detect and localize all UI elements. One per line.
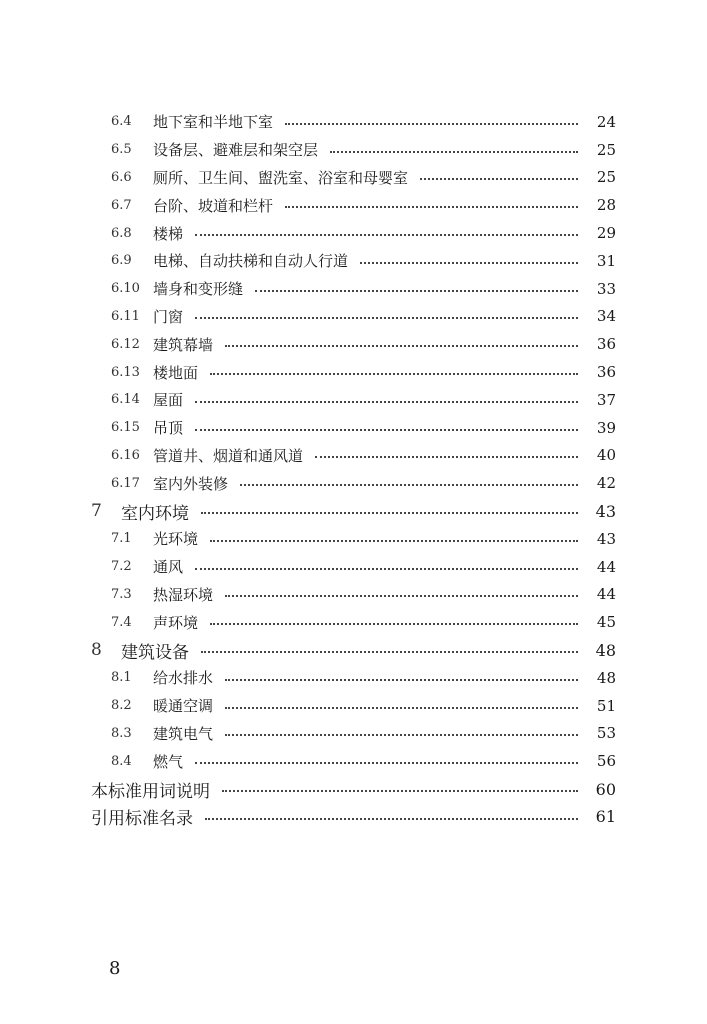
toc-entry-number: 7.2 xyxy=(111,559,132,575)
toc-entry-number: 6.6 xyxy=(111,169,132,185)
toc-entry-title: 引用标准名录 xyxy=(91,809,193,830)
toc-entry-title: 楼梯 xyxy=(153,224,184,243)
toc-section-entry[interactable] xyxy=(0,330,707,358)
toc-entry-page: 34 xyxy=(596,307,616,326)
dot-leader xyxy=(225,345,578,347)
toc-section-entry[interactable] xyxy=(0,164,707,192)
dot-leader xyxy=(195,568,578,570)
toc-section-entry[interactable] xyxy=(0,581,707,609)
toc-entry-title: 管道井、烟道和通风道 xyxy=(153,446,304,465)
toc-entry-page: 42 xyxy=(596,474,616,493)
toc-entry-number: 7.4 xyxy=(111,614,132,630)
toc-section-entry[interactable] xyxy=(0,191,707,219)
toc-entry-number: 8.1 xyxy=(111,670,132,686)
toc-entry-title: 地下室和半地下室 xyxy=(153,113,274,132)
toc-entry-number: 7.3 xyxy=(111,586,132,602)
dot-leader xyxy=(195,317,578,319)
toc-section-entry[interactable] xyxy=(0,136,707,164)
dot-leader xyxy=(225,707,578,709)
toc-entry-page: 44 xyxy=(596,585,616,604)
toc-entry-title: 电梯、自动扶梯和自动人行道 xyxy=(153,252,349,271)
dot-leader xyxy=(240,484,578,486)
toc-entry-title: 吊顶 xyxy=(153,419,184,438)
toc-entry-number: 7 xyxy=(91,501,102,522)
toc-entry-number: 6.15 xyxy=(111,420,140,436)
toc-entry-page: 51 xyxy=(596,696,616,715)
toc-entry-page: 29 xyxy=(596,224,616,243)
toc-entry-number: 6.5 xyxy=(111,142,132,158)
toc-entry-title: 热湿环境 xyxy=(153,585,214,604)
dot-leader xyxy=(195,762,578,764)
toc-entry-number: 6.4 xyxy=(111,114,132,130)
toc-entry-page: 36 xyxy=(596,335,616,354)
toc-section-entry[interactable] xyxy=(0,664,707,692)
toc-section-entry[interactable] xyxy=(0,303,707,331)
toc-entry-page: 36 xyxy=(596,363,616,382)
toc-entry-page: 43 xyxy=(596,529,616,548)
dot-leader xyxy=(315,456,578,458)
toc-entry-title: 通风 xyxy=(153,558,184,577)
toc-section-entry[interactable] xyxy=(0,608,707,636)
toc-entry-page: 25 xyxy=(596,168,616,187)
toc-entry-page: 44 xyxy=(596,557,616,576)
dot-leader xyxy=(210,540,578,542)
toc-section-entry[interactable] xyxy=(0,386,707,414)
toc-section-entry[interactable] xyxy=(0,720,707,748)
toc-section-entry[interactable] xyxy=(0,108,707,136)
toc-entry-title: 声环境 xyxy=(153,613,199,632)
toc-entry-title: 本标准用词说明 xyxy=(91,781,210,802)
dot-leader xyxy=(225,679,578,681)
dot-leader xyxy=(285,123,578,125)
dot-leader xyxy=(225,734,578,736)
toc-section-entry[interactable] xyxy=(0,525,707,553)
toc-entry-number: 6.13 xyxy=(111,364,140,380)
dot-leader xyxy=(420,178,578,180)
toc-entry-number: 6.11 xyxy=(111,308,140,324)
toc-entry-title: 厕所、卫生间、盥洗室、浴室和母婴室 xyxy=(153,168,409,187)
toc-entry-number: 6.10 xyxy=(111,281,140,297)
toc-entry-title: 建筑电气 xyxy=(153,724,214,743)
toc-entry-title: 给水排水 xyxy=(153,669,214,688)
toc-section-entry[interactable] xyxy=(0,469,707,497)
toc-entry-number: 7.1 xyxy=(111,531,132,547)
dot-leader xyxy=(201,512,578,514)
toc-entry-number: 8.4 xyxy=(111,753,132,769)
toc-chapter-entry[interactable] xyxy=(0,636,707,664)
dot-leader xyxy=(255,290,578,292)
toc-entry-number: 8.2 xyxy=(111,698,132,714)
dot-leader xyxy=(285,206,578,208)
dot-leader xyxy=(201,651,578,653)
toc-entry-page: 31 xyxy=(596,251,616,270)
toc-appendix-entry[interactable] xyxy=(0,775,707,803)
toc-entry-page: 56 xyxy=(596,752,616,771)
toc-entry-number: 6.14 xyxy=(111,392,140,408)
toc-entry-title: 室内外装修 xyxy=(153,474,229,493)
dot-leader xyxy=(195,429,578,431)
dot-leader xyxy=(360,262,578,264)
toc-section-entry[interactable] xyxy=(0,414,707,442)
toc-entry-page: 39 xyxy=(596,418,616,437)
dot-leader xyxy=(222,790,578,792)
table-of-contents xyxy=(0,108,707,831)
toc-entry-page: 43 xyxy=(595,501,616,521)
toc-entry-title: 楼地面 xyxy=(153,363,199,382)
toc-entry-title: 门窗 xyxy=(153,307,184,326)
toc-entry-number: 6.12 xyxy=(111,336,140,352)
toc-entry-number: 6.8 xyxy=(111,225,132,241)
toc-appendix-entry[interactable] xyxy=(0,803,707,831)
toc-section-entry[interactable] xyxy=(0,275,707,303)
toc-entry-page: 48 xyxy=(595,640,616,660)
toc-entry-page: 37 xyxy=(596,390,616,409)
page-number: 8 xyxy=(109,958,121,979)
dot-leader xyxy=(225,595,578,597)
dot-leader xyxy=(195,401,578,403)
toc-entry-page: 33 xyxy=(596,279,616,298)
toc-entry-page: 24 xyxy=(596,112,616,131)
toc-entry-number: 6.9 xyxy=(111,253,132,269)
toc-entry-page: 45 xyxy=(596,613,616,632)
toc-entry-number: 8.3 xyxy=(111,725,132,741)
toc-section-entry[interactable] xyxy=(0,358,707,386)
dot-leader xyxy=(210,623,578,625)
toc-entry-number: 6.7 xyxy=(111,197,132,213)
dot-leader xyxy=(210,373,578,375)
toc-entry-title: 屋面 xyxy=(153,391,184,410)
dot-leader xyxy=(205,818,578,820)
toc-entry-title: 设备层、避难层和架空层 xyxy=(153,141,319,160)
toc-section-entry[interactable] xyxy=(0,219,707,247)
toc-entry-title: 光环境 xyxy=(153,530,199,549)
dot-leader xyxy=(195,234,578,236)
toc-section-entry[interactable] xyxy=(0,247,707,275)
toc-section-entry[interactable] xyxy=(0,442,707,470)
toc-entry-number: 8 xyxy=(91,640,102,661)
toc-entry-title: 燃气 xyxy=(153,752,184,771)
toc-entry-title: 暖通空调 xyxy=(153,697,214,716)
toc-section-entry[interactable] xyxy=(0,553,707,581)
toc-entry-page: 28 xyxy=(596,196,616,215)
toc-entry-page: 48 xyxy=(596,668,616,687)
toc-entry-page: 53 xyxy=(596,724,616,743)
toc-entry-number: 6.17 xyxy=(111,475,140,491)
toc-entry-page: 61 xyxy=(595,807,616,827)
toc-entry-page: 40 xyxy=(596,446,616,465)
toc-entry-number: 6.16 xyxy=(111,447,140,463)
toc-entry-title: 台阶、坡道和栏杆 xyxy=(153,196,274,215)
toc-entry-title: 建筑设备 xyxy=(121,642,189,663)
toc-entry-title: 室内环境 xyxy=(121,503,189,524)
dot-leader xyxy=(330,151,578,153)
toc-section-entry[interactable] xyxy=(0,692,707,720)
toc-entry-page: 25 xyxy=(596,140,616,159)
toc-section-entry[interactable] xyxy=(0,747,707,775)
toc-entry-title: 墙身和变形缝 xyxy=(153,280,244,299)
toc-chapter-entry[interactable] xyxy=(0,497,707,525)
toc-entry-page: 60 xyxy=(595,779,616,799)
toc-entry-title: 建筑幕墙 xyxy=(153,335,214,354)
